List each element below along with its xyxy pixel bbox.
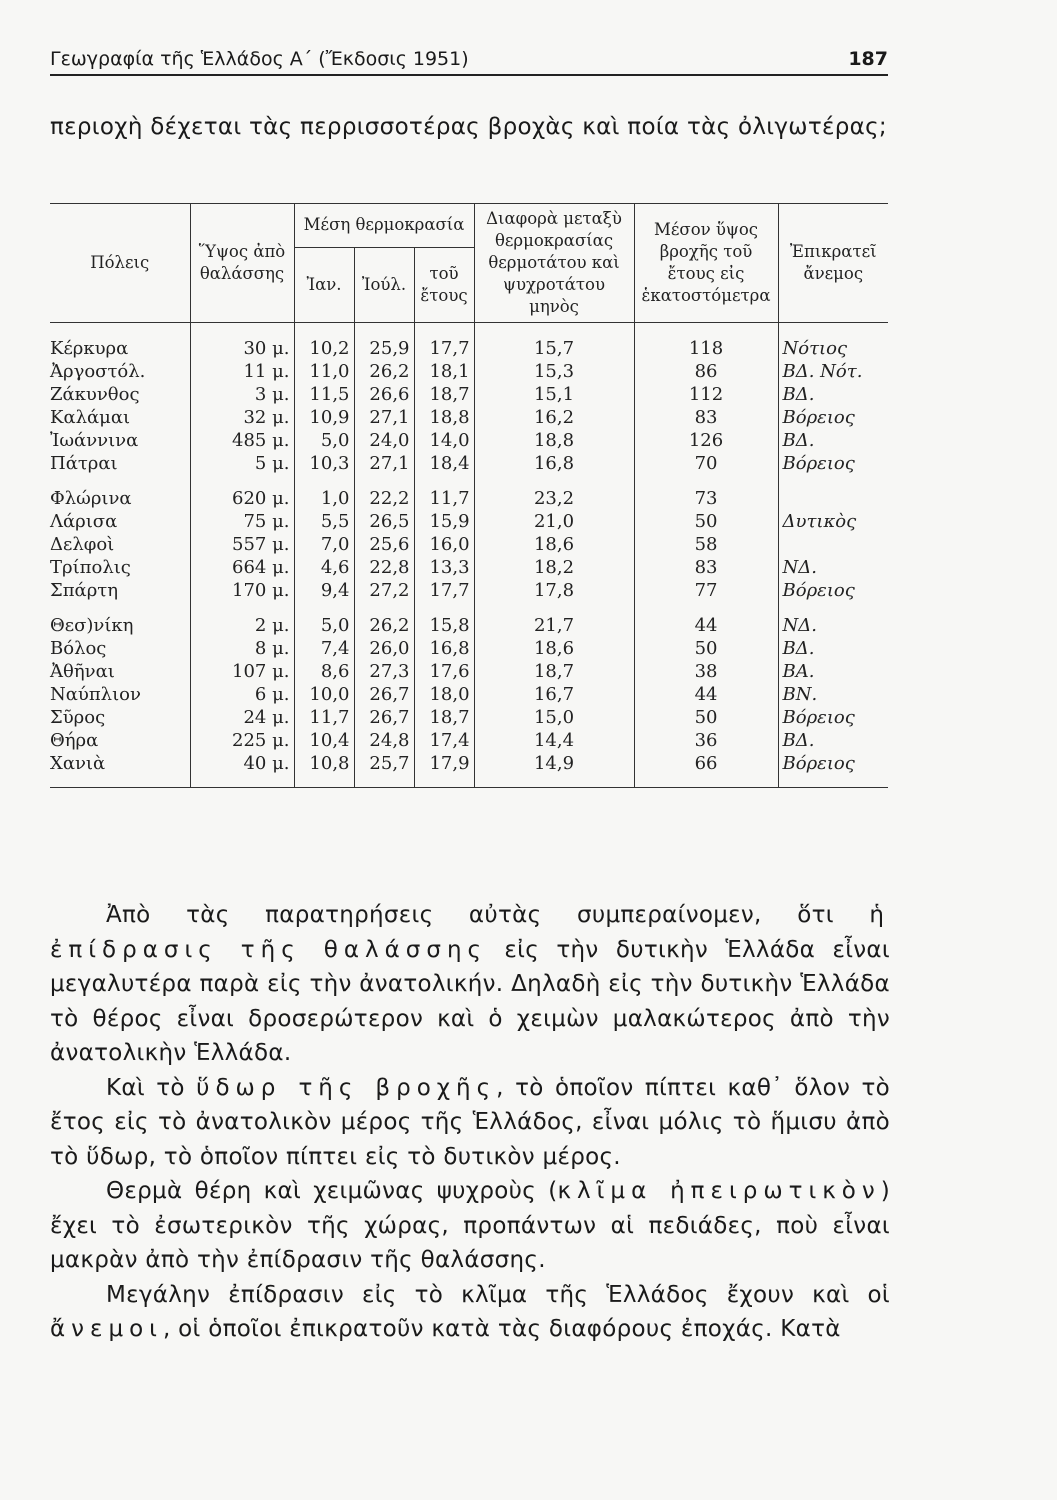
cell-altitude: 11 μ. — [190, 360, 294, 383]
cell-city: Σῦρος — [50, 707, 106, 728]
cell-temp-diff: 15,7 — [474, 337, 634, 360]
table-body — [50, 323, 888, 788]
cell-year: 18,7 — [414, 383, 474, 406]
table-row — [50, 579, 888, 602]
cell-year: 18,8 — [414, 406, 474, 429]
cell-year: 11,7 — [414, 487, 474, 510]
header-temp-diff: Διαφορὰ μεταξὺ θερμοκρασίας θερμοτάτου καὶ ψυχροτάτου μηνὸς — [474, 204, 634, 323]
table-row — [50, 752, 888, 775]
cell-temp-diff: 21,7 — [474, 614, 634, 637]
group-spacer — [50, 475, 888, 487]
cell-temp-diff: 18,2 — [474, 556, 634, 579]
cell-altitude: 664 μ. — [190, 556, 294, 579]
cell-jan: 10,4 — [294, 729, 354, 752]
cell-altitude: 5 μ. — [190, 452, 294, 475]
cell-wind: Βόρειος — [778, 406, 888, 429]
intro-text: περιοχὴ δέχεται τὰς περρισσοτέρας βροχὰς καὶ ποία τὰς ὀλιγωτέρας; — [50, 114, 887, 140]
cell-altitude: 24 μ. — [190, 706, 294, 729]
cell-altitude: 40 μ. — [190, 752, 294, 775]
cell-jul: 26,0 — [354, 637, 414, 660]
cell-rainfall: 36 — [634, 729, 778, 752]
cell-wind: ΝΔ. — [778, 614, 888, 637]
cell-rainfall: 112 — [634, 383, 778, 406]
table-row — [50, 729, 888, 752]
table-row — [50, 637, 888, 660]
paragraph-3: Θερμὰ θέρη καὶ χειμῶνας ψυχροὺς (κλῖμα ἠπειρωτικὸν) ἔχει τὸ ἐσωτερικὸν τῆς χώρας, προπάντων αἱ πεδιάδες, ποὺ εἶναι μακρὰν ἀπὸ τὴν ἐπίδρασιν τῆς θαλάσσης. — [50, 1178, 890, 1273]
cell-rainfall: 118 — [634, 337, 778, 360]
cell-temp-diff: 18,6 — [474, 533, 634, 556]
cell-jan: 5,0 — [294, 614, 354, 637]
group-spacer — [50, 323, 888, 338]
cell-jul: 26,7 — [354, 706, 414, 729]
cell-altitude: 557 μ. — [190, 533, 294, 556]
cell-rainfall: 66 — [634, 752, 778, 775]
cell-altitude: 620 μ. — [190, 487, 294, 510]
cell-city: Κέρκυρα — [50, 338, 129, 359]
table-row — [50, 429, 888, 452]
cell-temp-diff: 14,4 — [474, 729, 634, 752]
cell-city: Πάτραι — [50, 453, 118, 474]
cell-rainfall: 38 — [634, 660, 778, 683]
cell-temp-diff: 15,1 — [474, 383, 634, 406]
cell-city: Τρίπολις — [50, 557, 131, 578]
cell-jan: 11,7 — [294, 706, 354, 729]
cell-rainfall: 83 — [634, 406, 778, 429]
cell-wind: Βόρειος — [778, 579, 888, 602]
table-row — [50, 683, 888, 706]
cell-jul: 24,0 — [354, 429, 414, 452]
cell-rainfall: 83 — [634, 556, 778, 579]
book-title: Γεωγραφία τῆς Ἑλλάδος Α΄ (Ἔκδοσις 1951) — [50, 48, 469, 70]
cell-jul: 27,2 — [354, 579, 414, 602]
cell-wind: Νότιος — [778, 337, 888, 360]
cell-year: 13,3 — [414, 556, 474, 579]
cell-rainfall: 50 — [634, 706, 778, 729]
body-text — [50, 898, 890, 1347]
cell-year: 18,4 — [414, 452, 474, 475]
cell-rainfall: 58 — [634, 533, 778, 556]
cell-wind: ΒΑ. — [778, 660, 888, 683]
cell-wind: ΒΔ. — [778, 383, 888, 406]
cell-rainfall: 50 — [634, 637, 778, 660]
cell-jul: 27,1 — [354, 452, 414, 475]
header-altitude: Ὕψος ἀπὸ θαλάσσης — [190, 204, 294, 323]
cell-jul: 26,2 — [354, 614, 414, 637]
page-number: 187 — [848, 48, 888, 70]
cell-jan: 4,6 — [294, 556, 354, 579]
cell-city: Σπάρτη — [50, 580, 119, 601]
header-rainfall: Μέσον ὕψος βροχῆς τοῦ ἔτους εἰς ἑκατοστόμετρα — [634, 204, 778, 323]
header-mean-temp: Μέση θερμοκρασία — [294, 204, 474, 248]
cell-year: 17,6 — [414, 660, 474, 683]
cell-jan: 8,6 — [294, 660, 354, 683]
cell-jan: 10,2 — [294, 337, 354, 360]
cell-rainfall: 70 — [634, 452, 778, 475]
cell-altitude: 485 μ. — [190, 429, 294, 452]
emphasis: ὕδωρ τῆς βροχῆς — [196, 1074, 497, 1101]
cell-year: 15,9 — [414, 510, 474, 533]
cell-jan: 10,9 — [294, 406, 354, 429]
cell-altitude: 30 μ. — [190, 337, 294, 360]
cell-jul: 27,1 — [354, 406, 414, 429]
table-row — [50, 533, 888, 556]
cell-jul: 25,9 — [354, 337, 414, 360]
cell-city: Φλώρινα — [50, 488, 132, 509]
table-row — [50, 383, 888, 406]
cell-wind — [778, 487, 888, 510]
cell-wind: ΒΔ. — [778, 729, 888, 752]
table-row — [50, 360, 888, 383]
cell-rainfall: 77 — [634, 579, 778, 602]
cell-temp-diff: 16,7 — [474, 683, 634, 706]
cell-jul: 26,2 — [354, 360, 414, 383]
cell-jul: 24,8 — [354, 729, 414, 752]
cell-city: Ἰωάννινα — [50, 430, 139, 451]
paragraph-4: Μεγάλην ἐπίδρασιν εἰς τὸ κλῖμα τῆς Ἑλλάδος ἔχουν καὶ οἱ ἄνεμοι, οἱ ὁποῖοι ἐπικρατοῦν κατὰ τὰς διαφόρους ἐποχάς. Κατὰ — [50, 1281, 890, 1342]
cell-wind: ΒΔ. — [778, 429, 888, 452]
cell-jan: 11,5 — [294, 383, 354, 406]
cell-jan: 10,3 — [294, 452, 354, 475]
cell-year: 17,7 — [414, 337, 474, 360]
table-row — [50, 487, 888, 510]
cell-year: 17,7 — [414, 579, 474, 602]
cell-altitude: 2 μ. — [190, 614, 294, 637]
cell-wind: ΒΔ. Νότ. — [778, 360, 888, 383]
cell-wind: ΒΝ. — [778, 683, 888, 706]
cell-year: 18,1 — [414, 360, 474, 383]
cell-year: 18,7 — [414, 706, 474, 729]
cell-city: Ζάκυνθος — [50, 384, 140, 405]
table-row — [50, 660, 888, 683]
cell-jan: 7,4 — [294, 637, 354, 660]
cell-city: Δελφοὶ — [50, 534, 115, 555]
cell-jul: 27,3 — [354, 660, 414, 683]
cell-wind — [778, 533, 888, 556]
cell-jan: 7,0 — [294, 533, 354, 556]
cell-jan: 10,0 — [294, 683, 354, 706]
cell-wind: ΝΔ. — [778, 556, 888, 579]
cell-temp-diff: 16,2 — [474, 406, 634, 429]
cell-altitude: 3 μ. — [190, 383, 294, 406]
cell-city: Θήρα — [50, 730, 99, 751]
cell-jan: 5,5 — [294, 510, 354, 533]
group-spacer — [50, 602, 888, 614]
cell-altitude: 170 μ. — [190, 579, 294, 602]
header-year: τοῦ ἔτους — [414, 247, 474, 322]
cell-temp-diff: 21,0 — [474, 510, 634, 533]
header-jul: Ἰούλ. — [354, 247, 414, 322]
cell-temp-diff: 18,8 — [474, 429, 634, 452]
emphasis: ἡ ἐπίδρασις τῆς θαλάσσης — [50, 902, 890, 963]
cell-year: 16,0 — [414, 533, 474, 556]
climate-table — [50, 203, 888, 788]
cell-altitude: 225 μ. — [190, 729, 294, 752]
cell-jul: 25,6 — [354, 533, 414, 556]
cell-jul: 26,7 — [354, 683, 414, 706]
group-spacer — [50, 775, 888, 788]
cell-wind: Βόρειος — [778, 452, 888, 475]
cell-jan: 9,4 — [294, 579, 354, 602]
cell-temp-diff: 18,6 — [474, 637, 634, 660]
header-wind: Ἐπικρατεῖ ἄνεμος — [778, 204, 888, 323]
cell-rainfall: 44 — [634, 614, 778, 637]
cell-city: Ἀργοστόλ. — [50, 361, 146, 382]
paragraph-2: Καὶ τὸ ὕδωρ τῆς βροχῆς, τὸ ὁποῖον πίπτει καθ᾿ ὅλον τὸ ἔτος εἰς τὸ ἀνατολικὸν μέρος τῆς Ἑλλάδος, εἶναι μόλις τὸ ἥμισυ ἀπὸ τὸ ὕδωρ, τὸ ὁποῖον πίπτει εἰς τὸ δυτικὸν μέρος. — [50, 1074, 891, 1170]
cell-year: 16,8 — [414, 637, 474, 660]
table-row — [50, 337, 888, 360]
cell-altitude: 8 μ. — [190, 637, 294, 660]
cell-jul: 26,5 — [354, 510, 414, 533]
cell-city: Βόλος — [50, 638, 107, 659]
cell-temp-diff: 23,2 — [474, 487, 634, 510]
cell-city: Λάρισα — [50, 511, 118, 532]
cell-jan: 5,0 — [294, 429, 354, 452]
table-row — [50, 510, 888, 533]
cell-altitude: 6 μ. — [190, 683, 294, 706]
emphasis: ἄνεμοι — [50, 1316, 163, 1342]
cell-altitude: 32 μ. — [190, 406, 294, 429]
cell-wind: ΒΔ. — [778, 637, 888, 660]
table-row — [50, 406, 888, 429]
cell-wind: Βόρειος — [778, 752, 888, 775]
cell-city: Ναύπλιον — [50, 684, 141, 705]
cell-temp-diff: 15,3 — [474, 360, 634, 383]
running-header — [50, 48, 888, 76]
cell-rainfall: 73 — [634, 487, 778, 510]
cell-jan: 1,0 — [294, 487, 354, 510]
cell-temp-diff: 16,8 — [474, 452, 634, 475]
cell-city: Θεσ)νίκη — [50, 615, 134, 636]
table-row — [50, 452, 888, 475]
table-row — [50, 614, 888, 637]
cell-city: Χανιὰ — [50, 753, 106, 774]
table-row — [50, 706, 888, 729]
cell-temp-diff: 15,0 — [474, 706, 634, 729]
cell-altitude: 75 μ. — [190, 510, 294, 533]
header-jan: Ἰαν. — [294, 247, 354, 322]
cell-jan: 10,8 — [294, 752, 354, 775]
cell-altitude: 107 μ. — [190, 660, 294, 683]
cell-temp-diff: 18,7 — [474, 660, 634, 683]
cell-year: 14,0 — [414, 429, 474, 452]
cell-temp-diff: 14,9 — [474, 752, 634, 775]
cell-temp-diff: 17,8 — [474, 579, 634, 602]
cell-rainfall: 126 — [634, 429, 778, 452]
cell-wind: Δυτικὸς — [778, 510, 888, 533]
cell-rainfall: 86 — [634, 360, 778, 383]
cell-year: 17,4 — [414, 729, 474, 752]
table-row — [50, 556, 888, 579]
cell-rainfall: 44 — [634, 683, 778, 706]
cell-year: 18,0 — [414, 683, 474, 706]
cell-city: Καλάμαι — [50, 407, 131, 428]
cell-jul: 22,2 — [354, 487, 414, 510]
cell-year: 17,9 — [414, 752, 474, 775]
cell-city: Ἀθῆναι — [50, 661, 115, 682]
cell-wind: Βόρειος — [778, 706, 888, 729]
cell-jul: 22,8 — [354, 556, 414, 579]
paragraph-1: Ἀπὸ τὰς παρατηρήσεις αὐτὰς συμπεραίνομεν, ὅτι ἡ ἐπίδρασις τῆς θαλάσσης εἰς τὴν δυτικὴν Ἑλλάδα εἶναι μεγαλυτέρα παρὰ εἰς τὴν ἀνατολικήν. Δηλαδὴ εἰς τὴν δυτικὴν Ἑλλάδα τὸ θέρος εἶναι δροσερώτερον καὶ ὁ χειμὼν μαλακώτερος ἀπὸ τὴν ἀνατολικὴν Ἑλλάδα. — [50, 902, 890, 1066]
header-cities: Πόλεις — [50, 204, 190, 323]
cell-jan: 11,0 — [294, 360, 354, 383]
cell-jul: 26,6 — [354, 383, 414, 406]
emphasis: κλῖμα ἠπειρωτικὸν — [557, 1178, 881, 1204]
cell-jul: 25,7 — [354, 752, 414, 775]
cell-rainfall: 50 — [634, 510, 778, 533]
cell-year: 15,8 — [414, 614, 474, 637]
